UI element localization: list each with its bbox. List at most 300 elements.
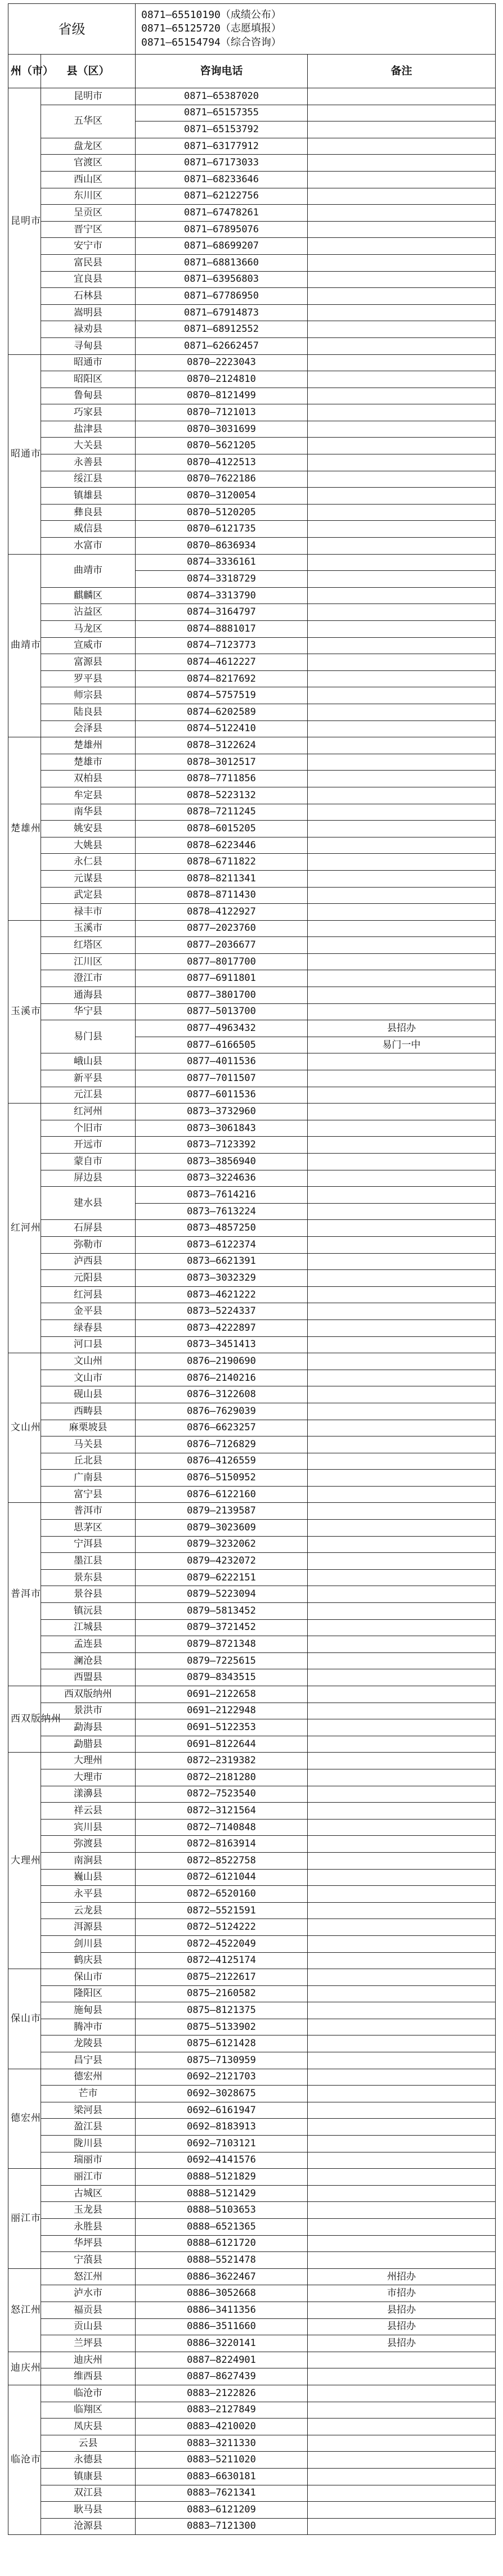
county-cell: 泸西县 (41, 1253, 136, 1270)
phone-cell: 0870—3031699 (136, 421, 308, 438)
note-cell (308, 1719, 496, 1736)
phone-cell: 0876—3122608 (136, 1386, 308, 1403)
county-cell: 兰坪县 (41, 2335, 136, 2352)
table-row (8, 1619, 496, 1636)
county-cell: 景谷县 (41, 1586, 136, 1603)
table-row (8, 804, 496, 821)
table-row (8, 1852, 496, 1869)
phone-cell: 0883—4210020 (136, 2419, 308, 2435)
county-cell: 勐海县 (41, 1719, 136, 1736)
table-row (8, 1303, 496, 1320)
table-row (8, 787, 496, 804)
phone-cell: 0873—5224337 (136, 1303, 308, 1320)
phone-cell: 0878—4122927 (136, 904, 308, 921)
phone-cell: 0878—6223446 (136, 837, 308, 854)
phone-cell: 0888—6121720 (136, 2235, 308, 2252)
phone-cell: 0879—8343515 (136, 1669, 308, 1686)
note-cell (308, 953, 496, 970)
phone-cell: 0876—7126829 (136, 1436, 308, 1453)
note-cell (308, 604, 496, 621)
table-row (8, 1836, 496, 1853)
prefecture-cell: 红河州 (8, 1104, 41, 1353)
note-cell (308, 221, 496, 238)
county-cell: 宜良县 (41, 271, 136, 288)
county-cell: 昭通市 (41, 354, 136, 371)
prefecture-cell: 德宏州 (8, 2069, 41, 2169)
prefecture-cell: 西双版纳州 (8, 1686, 41, 1753)
note-cell (308, 2052, 496, 2069)
county-cell: 武定县 (41, 887, 136, 904)
phone-cell: 0870—8636934 (136, 538, 308, 555)
county-cell: 澜沧县 (41, 1652, 136, 1669)
table-row (8, 1686, 496, 1703)
note-cell (308, 2385, 496, 2402)
note-cell (308, 1420, 496, 1436)
note-cell (308, 1253, 496, 1270)
county-cell: 屏边县 (41, 1170, 136, 1187)
note-cell (308, 337, 496, 354)
note-cell (308, 1703, 496, 1719)
note-cell (308, 720, 496, 737)
phone-cell: 0886—3511660 (136, 2318, 308, 2335)
note-cell (308, 1353, 496, 1370)
table-row (8, 1719, 496, 1736)
county-cell: 洱源县 (41, 1919, 136, 1936)
prefecture-cell: 昆明市 (8, 88, 41, 355)
prefecture-cell: 保山市 (8, 1969, 41, 2069)
county-cell: 大理市 (41, 1769, 136, 1786)
county-cell: 丘北县 (41, 1453, 136, 1470)
phone-cell: 0871—63177912 (136, 138, 308, 155)
table-row (8, 2419, 496, 2435)
phone-cell: 0872—6121044 (136, 1869, 308, 1886)
table-row (8, 1403, 496, 1420)
table-row (8, 288, 496, 305)
phone-cell: 0873—3451413 (136, 1336, 308, 1353)
note-cell (308, 670, 496, 687)
county-cell: 大关县 (41, 438, 136, 454)
note-cell (308, 771, 496, 787)
county-cell: 会泽县 (41, 720, 136, 737)
note-cell: 县招办 (308, 2335, 496, 2352)
county-cell: 红河州 (41, 1104, 136, 1120)
phone-cell: 0873—7123392 (136, 1137, 308, 1154)
table-row (8, 1386, 496, 1403)
note-cell (308, 587, 496, 604)
table-row (8, 1070, 496, 1087)
phone-cell: 0875—8121375 (136, 2002, 308, 2019)
note-cell: 县招办 (308, 2318, 496, 2335)
table-row (8, 687, 496, 704)
county-cell: 石屏县 (41, 1220, 136, 1237)
table-row (8, 1187, 496, 1204)
phone-cell: 0879—5813452 (136, 1603, 308, 1620)
phone-cell: 0873—4857250 (136, 1220, 308, 1237)
note-cell (308, 1470, 496, 1487)
phone-cell: 0873—4621222 (136, 1286, 308, 1303)
phone-cell: 0876—2190690 (136, 1353, 308, 1370)
phone-cell: 0870—4122513 (136, 454, 308, 471)
table-row (8, 1952, 496, 1969)
county-cell: 五华区 (41, 105, 136, 138)
table-row (8, 2102, 496, 2119)
table-row (8, 1935, 496, 1952)
note-cell (308, 88, 496, 105)
table-row (8, 1520, 496, 1537)
phone-cell: 0871—62662457 (136, 337, 308, 354)
county-cell: 丽江市 (41, 2169, 136, 2186)
note-cell (308, 1003, 496, 1020)
phone-cell: 0873—7614216 (136, 1187, 308, 1204)
phone-cell: 0871—62122756 (136, 188, 308, 205)
note-cell (308, 1952, 496, 1969)
table-row (8, 254, 496, 271)
phone-cell: 0879—6222151 (136, 1569, 308, 1586)
table-row (8, 1869, 496, 1886)
consultation-phone-table (8, 3, 496, 2535)
county-cell: 孟连县 (41, 1636, 136, 1653)
phone-cell: 0879—4232072 (136, 1553, 308, 1570)
table-row (8, 2335, 496, 2352)
phone-cell: 0878—6015205 (136, 821, 308, 837)
note-cell (308, 2019, 496, 2035)
county-cell: 河口县 (41, 1336, 136, 1353)
note-cell (308, 205, 496, 222)
county-cell: 绥江县 (41, 471, 136, 488)
phone-cell: 0873—3224636 (136, 1170, 308, 1187)
phone-cell: 0875—7130959 (136, 2052, 308, 2069)
table-row (8, 1137, 496, 1154)
phone-cell: 0870—5621205 (136, 438, 308, 454)
note-cell (308, 804, 496, 821)
table-row (8, 1586, 496, 1603)
note-cell (308, 404, 496, 421)
note-cell (308, 2035, 496, 2052)
note-cell (308, 2352, 496, 2368)
note-cell (308, 1520, 496, 1537)
phone-cell: 0877—3801700 (136, 987, 308, 1004)
county-cell: 红塔区 (41, 937, 136, 954)
note-cell (308, 1786, 496, 1803)
prefecture-cell: 迪庆州 (8, 2352, 41, 2385)
table-row (8, 188, 496, 205)
note-cell (308, 1053, 496, 1070)
county-cell: 剑川县 (41, 1935, 136, 1952)
note-cell (308, 1319, 496, 1336)
table-row (8, 1503, 496, 1520)
table-row (8, 2069, 496, 2086)
table-row (8, 488, 496, 505)
county-cell: 玉溪市 (41, 920, 136, 937)
county-cell: 易门县 (41, 1020, 136, 1053)
note-cell (308, 1336, 496, 1353)
table-row (8, 1603, 496, 1620)
table-row (8, 821, 496, 837)
phone-cell: 0872—2181280 (136, 1769, 308, 1786)
table-row (8, 1286, 496, 1303)
county-cell: 马关县 (41, 1436, 136, 1453)
note-cell (308, 171, 496, 188)
note-cell (308, 621, 496, 638)
note-cell (308, 1503, 496, 1520)
note-cell (308, 1586, 496, 1603)
phone-cell: 0874—5122410 (136, 720, 308, 737)
county-cell: 维西县 (41, 2368, 136, 2385)
phone-cell: 0873—3061843 (136, 1120, 308, 1137)
county-cell: 陇川县 (41, 2136, 136, 2152)
county-cell: 隆阳区 (41, 1985, 136, 2002)
phone-cell: 0692—7103121 (136, 2136, 308, 2152)
phone-cell: 0887—8627439 (136, 2368, 308, 2385)
county-cell: 昆明市 (41, 88, 136, 105)
prefecture-cell: 丽江市 (8, 2169, 41, 2269)
county-cell: 新平县 (41, 1070, 136, 1087)
phone-cell: 0871—65387020 (136, 88, 308, 105)
table-row (8, 1003, 496, 1020)
county-cell: 昭阳区 (41, 371, 136, 388)
note-cell (308, 188, 496, 205)
county-cell: 西畴县 (41, 1403, 136, 1420)
county-cell: 临沧市 (41, 2385, 136, 2402)
county-cell: 盘龙区 (41, 138, 136, 155)
phone-cell: 0879—3023609 (136, 1520, 308, 1537)
note-cell (308, 521, 496, 538)
table-row (8, 1803, 496, 1820)
note-cell (308, 970, 496, 987)
table-row (8, 970, 496, 987)
table-row (8, 321, 496, 338)
note-cell (308, 1070, 496, 1087)
county-cell: 文山市 (41, 1370, 136, 1386)
county-cell: 景洪市 (41, 1703, 136, 1719)
note-cell (308, 687, 496, 704)
table-row (8, 2368, 496, 2385)
county-cell: 通海县 (41, 987, 136, 1004)
phone-cell: 0877—4963432 (136, 1020, 308, 1037)
phone-cell: 0886—3411356 (136, 2302, 308, 2318)
header-note: 备注 (308, 55, 496, 88)
county-cell: 镇康县 (41, 2468, 136, 2485)
table-row (8, 2252, 496, 2269)
note-cell (308, 1686, 496, 1703)
prefecture-cell: 曲靖市 (8, 554, 41, 737)
table-row (8, 1569, 496, 1586)
phone-cell: 0874—3336161 (136, 554, 308, 571)
table-row (8, 1253, 496, 1270)
phone-cell: 0883—3211330 (136, 2435, 308, 2452)
table-row (8, 2185, 496, 2202)
phone-cell: 0879—8721348 (136, 1636, 308, 1653)
phone-cell: 0877—6911801 (136, 970, 308, 987)
phone-cell: 0874—3318729 (136, 571, 308, 588)
note-cell (308, 2402, 496, 2419)
phone-cell: 0886—3220141 (136, 2335, 308, 2352)
county-cell: 腾冲市 (41, 2019, 136, 2035)
phone-cell: 0872—7523540 (136, 1786, 308, 1803)
county-cell: 耿马县 (41, 2502, 136, 2519)
table-row (8, 1486, 496, 1503)
prefecture-cell: 大理州 (8, 1753, 41, 1969)
table-row (8, 1053, 496, 1070)
table-row (8, 1270, 496, 1287)
table-row (8, 904, 496, 921)
note-cell (308, 1603, 496, 1620)
phone-cell: 0871—68813660 (136, 254, 308, 271)
county-cell: 福贡县 (41, 2302, 136, 2318)
table-row (8, 2385, 496, 2402)
note-cell (308, 2368, 496, 2385)
county-cell: 怒江州 (41, 2268, 136, 2285)
county-cell: 永胜县 (41, 2219, 136, 2236)
county-cell: 元谋县 (41, 870, 136, 887)
table-row (8, 554, 496, 571)
table-row (8, 454, 496, 471)
county-cell: 贡山县 (41, 2318, 136, 2335)
county-cell: 弥渡县 (41, 1836, 136, 1853)
county-cell: 富源县 (41, 654, 136, 671)
county-cell: 永平县 (41, 1886, 136, 1903)
table-row (8, 88, 496, 105)
county-cell: 景东县 (41, 1569, 136, 1586)
table-row (8, 354, 496, 371)
county-cell: 金平县 (41, 1303, 136, 1320)
note-cell (308, 1220, 496, 1237)
table-row (8, 1154, 496, 1170)
county-cell: 巧家县 (41, 404, 136, 421)
table-row (8, 2285, 496, 2302)
phone-cell: 0883—7121300 (136, 2518, 308, 2535)
note-cell (308, 787, 496, 804)
county-cell: 元阳县 (41, 1270, 136, 1287)
note-cell (308, 2419, 496, 2435)
note-cell (308, 1386, 496, 1403)
phone-cell: 0870—6121735 (136, 521, 308, 538)
county-cell: 陆良县 (41, 704, 136, 720)
note-cell (308, 1852, 496, 1869)
note-cell (308, 1803, 496, 1820)
county-cell: 昌宁县 (41, 2052, 136, 2069)
county-cell: 元江县 (41, 1087, 136, 1104)
county-cell: 红河县 (41, 1286, 136, 1303)
note-cell (308, 1553, 496, 1570)
province-phone-line: 0871—65154794（综合咨询） (141, 36, 281, 48)
phone-cell: 0888—5121429 (136, 2185, 308, 2202)
note-cell (308, 238, 496, 255)
county-cell: 安宁市 (41, 238, 136, 255)
note-cell (308, 1370, 496, 1386)
phone-cell: 0873—6621391 (136, 1253, 308, 1270)
phone-cell: 0874—6202589 (136, 704, 308, 720)
table-row (8, 238, 496, 255)
table-row (8, 1453, 496, 1470)
phone-cell: 0876—4126559 (136, 1453, 308, 1470)
header-row (8, 55, 496, 88)
table-row (8, 2152, 496, 2169)
note-cell (308, 2119, 496, 2136)
phone-cell: 0878—6711822 (136, 854, 308, 871)
table-row (8, 2402, 496, 2419)
prefecture-cell: 昭通市 (8, 354, 41, 554)
note-cell: 市招办 (308, 2285, 496, 2302)
table-row (8, 471, 496, 488)
phone-cell: 0876—6122160 (136, 1486, 308, 1503)
county-cell: 罗平县 (41, 670, 136, 687)
county-cell: 澄江市 (41, 970, 136, 987)
note-cell (308, 388, 496, 404)
county-cell: 宁洱县 (41, 1536, 136, 1553)
note-cell (308, 105, 496, 121)
table-row (8, 1104, 496, 1120)
county-cell: 瑞丽市 (41, 2152, 136, 2169)
county-cell: 南涧县 (41, 1852, 136, 1869)
county-cell: 牟定县 (41, 787, 136, 804)
phone-cell: 0878—8711430 (136, 887, 308, 904)
phone-cell: 0872—8522758 (136, 1852, 308, 1869)
phone-cell: 0876—5150952 (136, 1470, 308, 1487)
table-row (8, 1786, 496, 1803)
table-row (8, 953, 496, 970)
phone-cell: 0873—3856940 (136, 1154, 308, 1170)
phone-cell: 0878—5223132 (136, 787, 308, 804)
note-cell (308, 2086, 496, 2102)
phone-cell: 0877—6011536 (136, 1087, 308, 1104)
phone-cell: 0888—5521478 (136, 2252, 308, 2269)
phone-cell: 0873—4222897 (136, 1319, 308, 1336)
note-cell (308, 1137, 496, 1154)
phone-cell: 0872—3121564 (136, 1803, 308, 1820)
phone-cell: 0870—7622186 (136, 471, 308, 488)
note-cell (308, 354, 496, 371)
prefecture-cell: 怒江州 (8, 2268, 41, 2352)
note-cell: 县招办 (308, 2302, 496, 2318)
phone-cell: 0871—65153792 (136, 121, 308, 138)
county-cell: 镇雄县 (41, 488, 136, 505)
county-cell: 墨江县 (41, 1553, 136, 1570)
table-row (8, 2435, 496, 2452)
phone-cell: 0873—3032329 (136, 1270, 308, 1287)
phone-cell: 0878—7211245 (136, 804, 308, 821)
note-cell (308, 2452, 496, 2469)
note-cell (308, 371, 496, 388)
county-cell: 普洱市 (41, 1503, 136, 1520)
note-cell (308, 1836, 496, 1853)
county-cell: 麒麟区 (41, 587, 136, 604)
county-cell: 个旧市 (41, 1120, 136, 1137)
table-row (8, 837, 496, 854)
phone-cell: 0692—2121703 (136, 2069, 308, 2086)
county-cell: 沾益区 (41, 604, 136, 621)
county-cell: 开远市 (41, 1137, 136, 1154)
phone-cell: 0888—6521365 (136, 2219, 308, 2236)
county-cell: 江川区 (41, 953, 136, 970)
phone-cell: 0692—6161947 (136, 2102, 308, 2119)
table-row (8, 621, 496, 638)
county-cell: 盈江县 (41, 2119, 136, 2136)
county-cell: 永仁县 (41, 854, 136, 871)
table-row (8, 2302, 496, 2318)
phone-cell: 0871—68912552 (136, 321, 308, 338)
phone-cell: 0877—8017700 (136, 953, 308, 970)
table-row (8, 2219, 496, 2236)
table-row (8, 271, 496, 288)
phone-cell: 0877—6166505 (136, 1037, 308, 1053)
phone-cell: 0883—5211020 (136, 2452, 308, 2469)
province-phone-line: 0871—65125720（志愿填报） (141, 22, 281, 35)
county-cell: 宣威市 (41, 637, 136, 654)
county-cell: 姚安县 (41, 821, 136, 837)
note-cell (308, 1203, 496, 1220)
county-cell: 永德县 (41, 2452, 136, 2469)
